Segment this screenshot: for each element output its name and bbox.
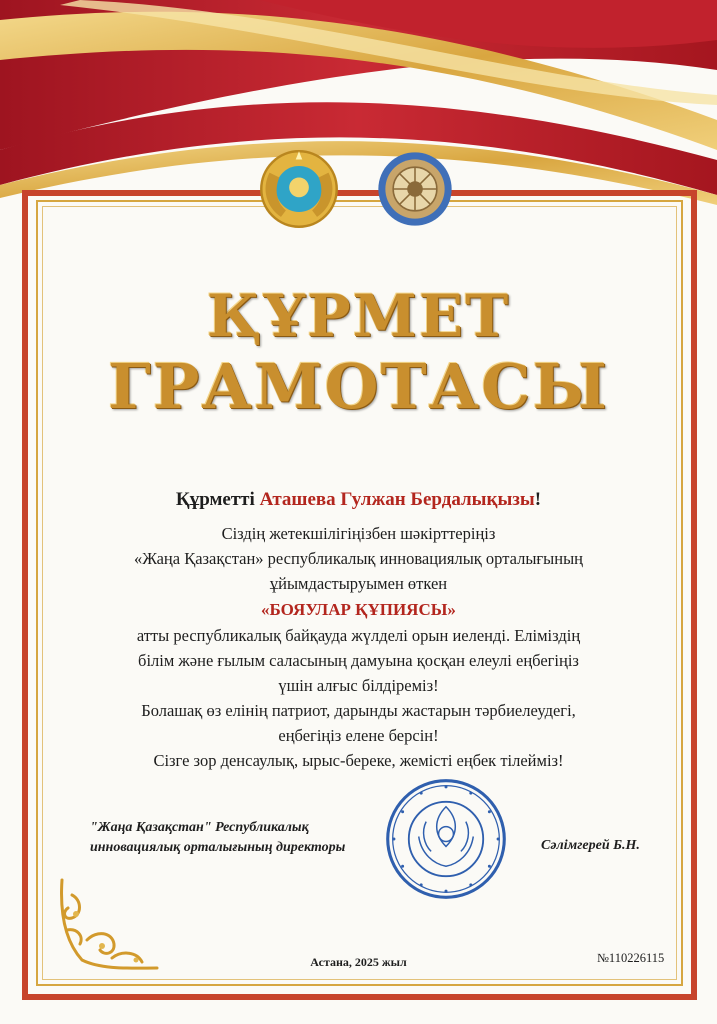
body-paragraph bbox=[60, 522, 657, 772]
recipient-name: Аташева Гулжан Бердалықызы bbox=[259, 489, 535, 510]
greeting-line bbox=[0, 489, 717, 511]
body-line-3: ұйымдастыруымен өткен bbox=[269, 574, 448, 593]
footer-city-year: Астана, 2025 жыл bbox=[310, 955, 407, 969]
contest-name: «БОЯУЛАР ҚҰПИЯСЫ» bbox=[261, 600, 456, 619]
certificate-number: №110226115 bbox=[597, 951, 665, 965]
ribbon-decoration bbox=[0, 0, 717, 210]
greeting-prefix: Құрметті bbox=[175, 489, 255, 510]
body-line-6: үшін алғыс білдіреміз! bbox=[278, 676, 439, 695]
kazakhstan-state-emblem-icon bbox=[258, 148, 340, 230]
body-line-1: Сіздің жетекшілігіңізбен шәкірттеріңіз bbox=[221, 524, 496, 543]
body-line-2: «Жаңа Қазақстан» республикалық инновациялық орталығының bbox=[133, 549, 584, 568]
greeting-suffix: ! bbox=[534, 489, 542, 510]
signer-org-line2: инновациялық орталығының директоры bbox=[90, 840, 346, 855]
certificate-title-line1: ҚҰРМЕТ bbox=[206, 282, 511, 350]
innovation-center-logo-icon bbox=[376, 150, 454, 228]
body-line-7: Болашақ өз елінің патриот, дарынды жастарын тәрбиелеудегі, bbox=[141, 701, 576, 720]
certificate-title-line2: ГРАМОТАСЫ bbox=[107, 350, 610, 423]
signer-organization bbox=[90, 818, 390, 858]
round-official-stamp-icon bbox=[384, 777, 508, 901]
body-line-4: атты республикалық байқауда жүлделі орын иеленді. Еліміздің bbox=[136, 626, 581, 645]
body-line-9: Сізге зор денсаулық, ырыс-береке, жемісті еңбек тілейміз! bbox=[153, 751, 564, 770]
body-line-8: еңбегіңіз елене берсін! bbox=[278, 726, 439, 745]
body-line-5: білім және ғылым саласының дамуына қосқан елеулі еңбегіңіз bbox=[138, 651, 579, 670]
signer-org-line1: "Жаңа Қазақстан" Республикалық bbox=[90, 820, 309, 835]
signer-name: Сәлімгерей Б.Н. bbox=[541, 838, 640, 853]
